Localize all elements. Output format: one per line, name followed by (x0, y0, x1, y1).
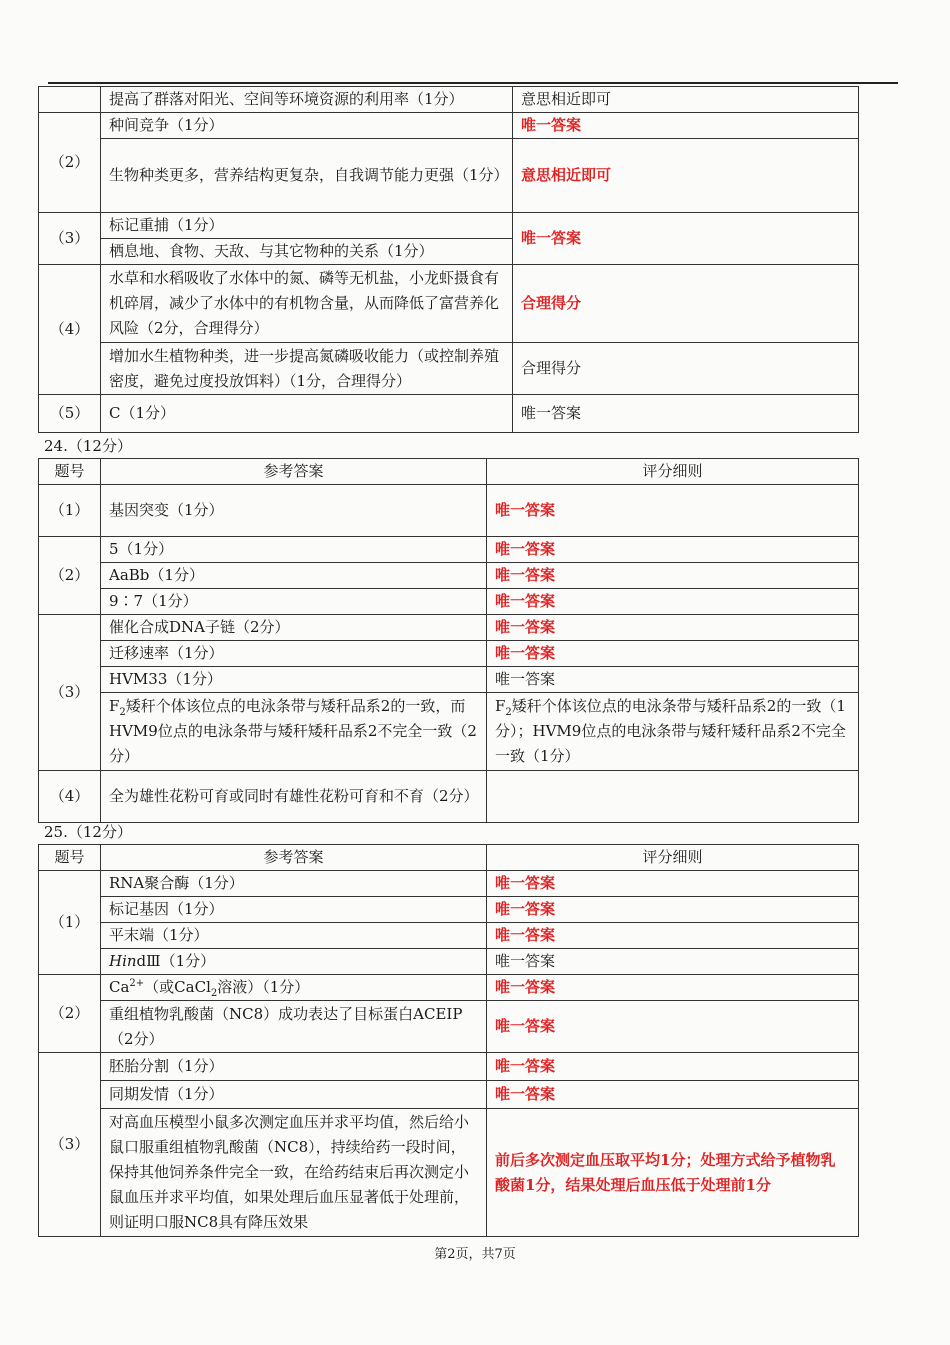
q25-header-num: 题号 (39, 845, 101, 871)
q23-table (38, 86, 859, 433)
q23-answer: 标记重捕（1分） (101, 213, 513, 239)
q24-answer (101, 693, 487, 771)
q23-answer: C（1分） (101, 395, 513, 433)
q24-rule: 唯一答案 (487, 589, 859, 615)
page-footer: 第2页，共7页 (434, 1247, 516, 1262)
q25-answer: RNA聚合酶（1分） (101, 871, 487, 897)
q25-part: （1） (39, 871, 101, 975)
q24-rule: 唯一答案 (487, 667, 859, 693)
q24-answer: 全为雄性花粉可育或同时有雄性花粉可育和不育（2分） (101, 771, 487, 823)
q24-answer-sub: 2 (119, 707, 126, 718)
q24-part: （4） (39, 771, 101, 823)
q25-part: （2） (39, 975, 101, 1053)
q25-answer-ca: Ca (109, 978, 130, 996)
q25-answer-sup: 2+ (129, 978, 145, 989)
q25-answer: 胚胎分割（1分） (101, 1053, 487, 1081)
q24-rule (487, 693, 859, 771)
q25-part: （3） (39, 1053, 101, 1237)
q24-rule: 唯一答案 (487, 563, 859, 589)
q24-answer-text: 矮秆个体该位点的电泳条带与矮秆品系2的一致，而HVM9位点的电泳条带与矮秆矮秆品系2不完全一致（2分） (109, 697, 477, 765)
q24-header-num: 题号 (39, 459, 101, 485)
q23-answer: 提高了群落对阳光、空间等环境资源的利用率（1分） (101, 87, 513, 113)
q23-answer: 增加水生植物种类，进一步提高氮磷吸收能力（或控制养殖密度，避免过度投放饵料）（1分，合理得分） (101, 343, 513, 395)
q23-rule: 唯一答案 (513, 213, 859, 265)
q25-answer-tail: 溶液）（1分） (217, 978, 310, 996)
q23-rule: 意思相近即可 (513, 87, 859, 113)
q25-answer-rest: dⅢ（1分） (136, 952, 216, 970)
q24-rule: 唯一答案 (487, 641, 859, 667)
q24-answer: 迁移速率（1分） (101, 641, 487, 667)
q24-rule: 唯一答案 (487, 537, 859, 563)
q25-rule: 唯一答案 (487, 897, 859, 923)
q23-rule: 合理得分 (513, 343, 859, 395)
q24-answer: AaBb（1分） (101, 563, 487, 589)
q24-title: 24.（12分） (44, 437, 132, 455)
q24-answer: HVM33（1分） (101, 667, 487, 693)
q25-rule: 唯一答案 (487, 975, 859, 1001)
q25-rule: 唯一答案 (487, 1053, 859, 1081)
q25-answer-italic: Hin (109, 952, 137, 970)
q24-rule-f: F (495, 697, 506, 715)
q25-answer-sub: 2 (210, 988, 218, 999)
q25-title: 25.（12分） (44, 823, 132, 841)
q24-answer: 9∶7（1分） (101, 589, 487, 615)
q24-answer-f: F (109, 697, 120, 715)
q25-rule: 唯一答案 (487, 949, 859, 975)
q24-part: （2） (39, 537, 101, 615)
q25-answer: 对高血压模型小鼠多次测定血压并求平均值，然后给小鼠口服重组植物乳酸菌（NC8），持续给药一段时间，保持其他饲养条件完全一致，在给药结束后再次测定小鼠血压并求平均值，如果处理后血压显著低于处理前，则证明口服NC8具有降压效果 (101, 1109, 487, 1237)
q24-part: （3） (39, 615, 101, 771)
q24-answer: 5（1分） (101, 537, 487, 563)
top-rule (48, 82, 898, 84)
q24-header-rule: 评分细则 (487, 459, 859, 485)
q23-rule: 唯一答案 (513, 113, 859, 139)
q23-answer: 生物种类更多，营养结构更复杂，自我调节能力更强（1分） (101, 139, 513, 213)
q23-part: （5） (39, 395, 101, 433)
q23-answer: 种间竞争（1分） (101, 113, 513, 139)
q25-header-rule: 评分细则 (487, 845, 859, 871)
q23-part: （4） (39, 265, 101, 395)
q25-answer (101, 949, 487, 975)
q25-header-answer: 参考答案 (101, 845, 487, 871)
q24-answer: 催化合成DNA子链（2分） (101, 615, 487, 641)
q25-answer: 标记基因（1分） (101, 897, 487, 923)
q23-rule: 合理得分 (513, 265, 859, 343)
q23-answer: 栖息地、食物、天敌、与其它物种的关系（1分） (101, 239, 513, 265)
q25-table (38, 844, 859, 1237)
q23-part: （3） (39, 213, 101, 265)
q25-answer-cacl: （或CaCl (144, 978, 211, 996)
q24-rule-sub: 2 (505, 707, 512, 718)
q24-rule: 唯一答案 (487, 615, 859, 641)
q25-answer: 重组植物乳酸菌（NC8）成功表达了目标蛋白ACEIP（2分） (101, 1001, 487, 1053)
q24-part: （1） (39, 485, 101, 537)
q25-rule: 唯一答案 (487, 1001, 859, 1053)
q25-rule: 前后多次测定血压取平均1分；处理方式给予植物乳酸菌1分，结果处理后血压低于处理前1分 (487, 1109, 859, 1237)
q24-answer: 基因突变（1分） (101, 485, 487, 537)
q25-answer: 平末端（1分） (101, 923, 487, 949)
q23-rule: 意思相近即可 (513, 139, 859, 213)
q24-header-answer: 参考答案 (101, 459, 487, 485)
q25-answer: 同期发情（1分） (101, 1081, 487, 1109)
q25-rule: 唯一答案 (487, 871, 859, 897)
q23-rule: 唯一答案 (513, 395, 859, 433)
q25-rule: 唯一答案 (487, 923, 859, 949)
q25-answer (101, 975, 487, 1001)
q25-rule: 唯一答案 (487, 1081, 859, 1109)
q24-rule-empty (487, 771, 859, 823)
q24-table (38, 458, 859, 823)
q23-answer: 水草和水稻吸收了水体中的氮、磷等无机盐，小龙虾摄食有机碎屑，减少了水体中的有机物含量，从而降低了富营养化风险（2分，合理得分） (101, 265, 513, 343)
q24-rule-text: 矮秆个体该位点的电泳条带与矮秆品系2的一致（1分）；HVM9位点的电泳条带与矮秆矮秆品系2不完全一致（1分） (495, 697, 846, 765)
q23-part-blank (39, 87, 101, 113)
q23-part: （2） (39, 113, 101, 213)
q24-rule: 唯一答案 (487, 485, 859, 537)
